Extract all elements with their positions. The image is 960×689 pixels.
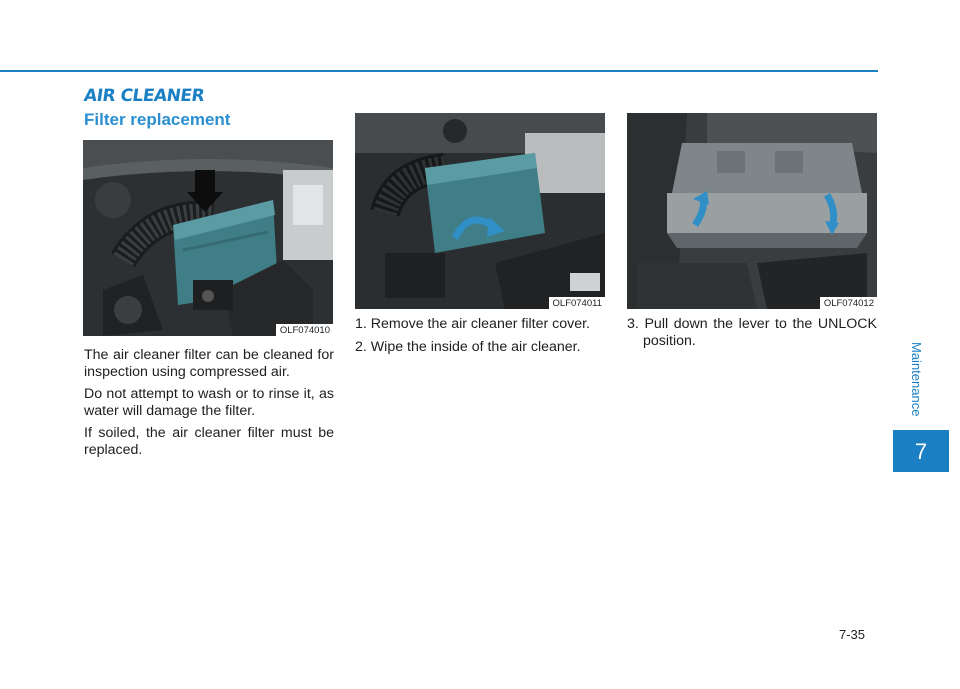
column1-text xyxy=(84,347,334,464)
top-rule xyxy=(0,70,878,72)
column2-steps xyxy=(355,316,607,361)
chapter-label xyxy=(908,334,928,424)
engine-photo-illustration xyxy=(83,140,333,336)
figure-code: OLF074011 xyxy=(549,297,605,309)
column3-steps xyxy=(627,316,877,355)
figure-code: OLF074012 xyxy=(820,297,877,309)
lever-photo-illustration xyxy=(627,113,877,309)
paragraph: The air cleaner filter can be cleaned for inspection using compressed air. xyxy=(84,347,334,380)
figure-engine-bay xyxy=(83,140,333,336)
step-item: 3. Pull down the lever to the UNLOCK position. xyxy=(627,316,877,349)
section-title: AIR CLEANER xyxy=(82,86,206,106)
figure-code: OLF074010 xyxy=(276,324,333,336)
step-item: 2. Wipe the inside of the air cleaner. xyxy=(355,338,581,355)
figure-lever-unlock xyxy=(627,113,877,309)
step-item: 1. Remove the air cleaner filter cover. xyxy=(355,316,590,332)
paragraph: Do not attempt to wash or to rinse it, as water will damage the filter. xyxy=(84,386,334,419)
paragraph: If soiled, the air cleaner filter must be replaced. xyxy=(84,425,334,458)
figure-cover-removal xyxy=(355,113,605,309)
page-number: 7-35 xyxy=(839,627,866,642)
cover-photo-illustration xyxy=(355,113,605,309)
chapter-tab: 7 xyxy=(893,430,949,472)
chapter-label-text: Maintenance xyxy=(909,342,924,417)
subsection-title: Filter replacement xyxy=(84,110,231,129)
